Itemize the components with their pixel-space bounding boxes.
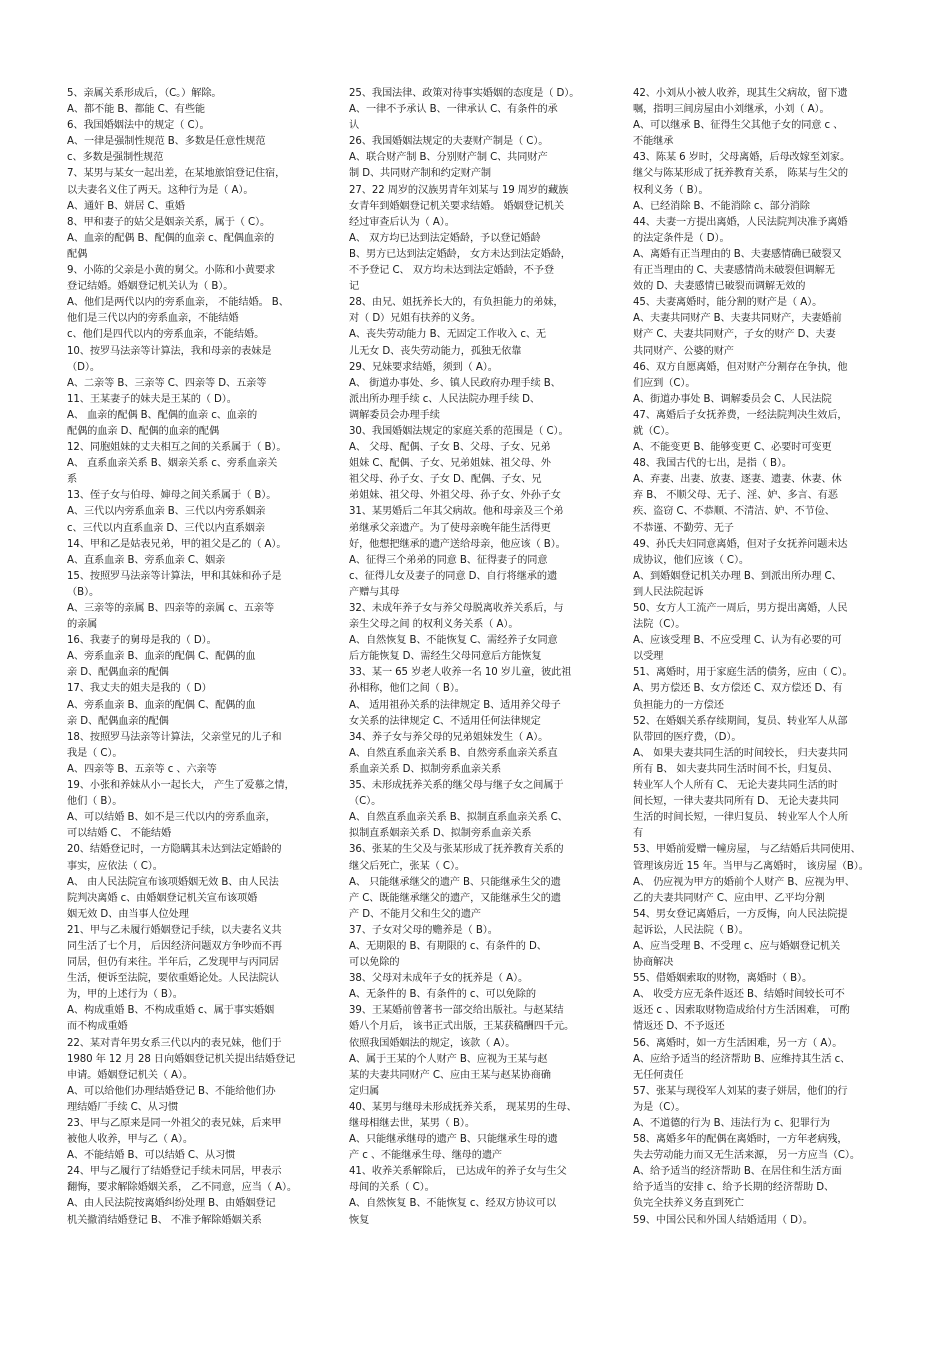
text-line: 55、借婚姻索取的财物，离婚时（ B）。 (633, 973, 813, 985)
text-line: 依照我国婚姻法的规定，该款（ A）。 (349, 1037, 516, 1049)
text-line: 所有 B、 如夫妻共同生活时间不长，归复员、 (633, 763, 838, 775)
text-line: A、由人民法院按离婚纠纷处理 B、由婚姻登记 (67, 1198, 276, 1210)
text-line: 嘱，指明三间房屋由小刘继承，小刘（ A）。 (633, 104, 830, 116)
text-line: 45、夫妻离婚时，能分割的财产是（ A）。 (633, 297, 823, 309)
text-line: 53、甲婚前爱赠一幢房屋， 与乙结婚后共同使用、 (633, 844, 861, 856)
text-line: 的亲属 (67, 619, 98, 631)
text-line: 继父与陈某形成了抚养教育关系， 陈某与生父的 (633, 168, 848, 180)
text-line: 28、由兄、姐抚养长大的，有负担能力的弟妹， (349, 297, 564, 309)
text-line: 37、子女对父母的赡养是（ B）。 (349, 924, 498, 936)
text-line: 制 D、共同财产制和约定财产制 (349, 168, 492, 180)
text-line: 13、侄子女与伯母、婶母之间关系属于（ B）。 (67, 490, 277, 502)
text-line: 认 (349, 120, 360, 132)
text-line: A、通奸 B、姘居 C、重婚 (67, 200, 185, 212)
text-line: 35、未形成抚养关系的继父母与继子女之间属于 (349, 780, 564, 792)
text-line: 14、甲和乙是姑表兄弟，甲的祖父是乙的（ A）。 (67, 538, 287, 550)
text-line: （D）。 (67, 361, 100, 373)
text-line: 42、小刘从小被人收养，现其生父病故，留下遗 (633, 88, 848, 99)
text-line: 27、22 周岁的汉族男青年刘某与 19 周岁的藏族 (349, 184, 569, 196)
text-line: A、属于王某的个人财产 B、应视为王某与赵 (349, 1053, 548, 1065)
text-line: 好，他想把继承的遗产送给母亲，他应该（ B）。 (349, 538, 566, 550)
text-line: 18、按照罗马法亲等计算法，父亲堂兄的儿子和 (67, 731, 282, 743)
text-line: 亲 D、配偶血亲的配偶 (67, 715, 169, 727)
text-line: A、给予适当的经济帮助 B、在居住和生活方面 (633, 1166, 842, 1178)
text-line: 不恭谨、不勤劳、无子 (633, 522, 734, 534)
text-line: 理结婚厂手续 C、从习惯 (67, 1101, 179, 1113)
text-line: 可以免除的 (349, 957, 400, 969)
text-line: 38、父母对未成年子女的抚养是（ A）。 (349, 973, 529, 985)
text-line: A、自然直系血亲关系 B、自然旁系血亲关系直 (349, 747, 558, 759)
text-line: A、夫妻共同财产 B、夫妻共同财产，夫妻婚前 (633, 313, 842, 325)
text-line: 17、我丈夫的姐夫是我的（ D） (67, 683, 212, 695)
text-line: 对（ D）兄姐有扶养的义务。 (349, 313, 481, 325)
text-line: 成协议，他们应该（ C）。 (633, 554, 750, 566)
text-line: c、三代以内直系血亲 D、三代以内直系姻亲 (67, 522, 265, 534)
text-line: 间长短，一律夫妻共同所有 D、 无论夫妻共同 (633, 796, 839, 808)
text-line: 6、我国婚姻法中的规定（ C）。 (67, 120, 210, 132)
text-line: 弃 B、 不顺父母、无子、淫、妒、多言、有恶 (633, 490, 838, 502)
text-line: 51、离婚时，用于家庭生活的债务，应由（ C）。 (633, 667, 853, 679)
text-line: 不能继承 (633, 136, 674, 148)
text-line: 返还 c 、因索取财物造成给付方生活困难， 可酌 (633, 1005, 850, 1017)
text-line: 32、未成年养子女与养父母脱离收养关系后，与 (349, 603, 564, 614)
text-line: 起诉讼，人民法院（ B）。 (633, 924, 749, 936)
text-line: 47、离婚后子女抚养费，一经法院判决生效后， (633, 409, 848, 421)
text-line: 40、某男与继母未形成抚养关系， 现某男的生母、 (349, 1101, 577, 1113)
text-line: A、 适用祖孙关系的法律规定 B、适用养父母子 (349, 699, 561, 711)
text-line: 1980 年 12 月 28 日向婚姻登记机关提出结婚登记 (67, 1053, 296, 1065)
text-line: 乙的夫妻共同财产 C、应由甲、乙平均分割 (633, 892, 825, 904)
text-line: A、 由人民法院宣布该项婚姻无效 B、由人民法 (67, 876, 279, 888)
text-line: 46、双方自愿离婚，但对财产分割存在争执，他 (633, 361, 848, 373)
text-line: 负完全扶养义务直到死亡 (633, 1198, 744, 1210)
text-line: A、 仍应视为甲方的婚前个人财产 B、应视为甲、 (633, 876, 855, 888)
text-line: 记 (349, 281, 360, 293)
text-line: 翻悔，要求解除婚姻关系， 乙不同意，应当（ A）。 (67, 1182, 297, 1194)
text-line: 母间的关系（ C）。 (349, 1182, 435, 1194)
text-line: A、直系血亲 B、旁系血亲 C、姻亲 (67, 554, 226, 566)
text-line: 的法定条件是（ D）。 (633, 232, 730, 244)
text-line: 54、男女登记离婚后，一方反悔，向人民法院提 (633, 908, 848, 920)
text-line: A、只能继承继母的遗产 B、只能继承生母的遗 (349, 1134, 558, 1146)
text-line: 21、甲与乙未履行婚姻登记手续，以夫妻名义共 (67, 924, 282, 936)
text-line: 他们（ B）。 (67, 796, 123, 808)
text-line: 以夫妻名义住了两天。这种行为是（ A）。 (67, 184, 254, 196)
text-line: A、构成重婚 B、不构成重婚 c、属于事实婚姻 (67, 1005, 275, 1017)
text-line: A、 只能继承继父的遗产 B、只能继承生父的遗 (349, 876, 561, 888)
text-line: 恢复 (349, 1214, 370, 1226)
text-line: 36、张某的生父及与张某形成了抚养教育关系的 (349, 844, 564, 856)
text-line: 57、张某与现役军人刘某的妻子姘居，他们的行 (633, 1085, 848, 1097)
text-line: 管理该房近 15 年。当甲与乙离婚时， 该房屋（B）。 (633, 860, 869, 872)
text-line: A、应该受理 B、不应受理 C、认为有必要的可 (633, 635, 842, 647)
text-line: 法院（C）。 (633, 619, 686, 631)
text-line: 43、陈某 6 岁时，父母离婚，后母改嫁至刘家。 (633, 152, 851, 164)
text-line: A、不能结婚 B、可以结婚 C、从习惯 (67, 1150, 236, 1162)
text-line: 系 (67, 474, 78, 486)
text-line: 30、我国婚姻法规定的家庭关系的范围是（ C）。 (349, 425, 569, 437)
text-line: A、 收受方应无条件返还 B、结婚时间较长可不 (633, 989, 845, 1001)
text-line: 产 C、既能继承继父的遗产，又能继承生父的遗 (349, 892, 561, 904)
text-line: 可以结婚 C、 不能结婚 (67, 828, 172, 840)
text-line: 56、离婚时，如一方生活困难，另一方（ A）。 (633, 1037, 843, 1049)
text-line: A、二亲等 B、三亲等 C、四亲等 D、五亲等 (67, 377, 267, 389)
text-line: 为是（C）。 (633, 1101, 686, 1113)
text-line: 19、小张和养妹从小一起长大， 产生了爱慕之情， (67, 780, 295, 792)
text-line: 而不构成重婚 (67, 1021, 128, 1033)
text-line: A、三亲等的亲属 B、四亲等的亲属 c、五亲等 (67, 603, 275, 614)
text-line: 50、女方人工流产一周后，男方提出离婚，人民 (633, 603, 848, 614)
text-line: 22、某对青年男女系三代以内的表兄妹，他们于 (67, 1037, 282, 1049)
text-line: 24、甲与乙履行了结婚登记手续未同居，甲表示 (67, 1166, 282, 1178)
text-line: A、无期限的 B、有期限的 c、有条件的 D、 (349, 940, 547, 952)
text-line: A、旁系血亲 B、血亲的配偶 C、配偶的血 (67, 699, 256, 711)
text-line: A、自然恢复 B、不能恢复 C、需经养子女同意 (349, 635, 558, 647)
text-line: 为，甲的上述行为（ B）。 (67, 989, 183, 1001)
text-line: 16、我妻子的舅母是我的（ D）。 (67, 635, 217, 647)
text-line: 无任何责任 (633, 1069, 684, 1081)
text-line: 34、养子女与养父母的兄弟姐妹发生（ A）。 (349, 731, 549, 743)
text-column-left (67, 86, 333, 1229)
text-line: c、他们是四代以内的旁系血亲，不能结婚。 (67, 329, 265, 341)
text-line: A、街道办事处 B、调解委员会 C、人民法院 (633, 393, 832, 405)
text-line: 亲 D、配偶血亲的配偶 (67, 667, 169, 679)
text-line: 44、夫妻一方提出离婚，人民法院判决准予离婚 (633, 216, 848, 228)
text-line: 情返还 D、不予返还 (633, 1021, 725, 1033)
text-line: c、征得儿女及妻子的同意 D、自行将继承的遗 (349, 570, 558, 582)
text-line: 疾、盗窃 C、不恭顺、不清洁、妒、不节俭、 (633, 506, 835, 518)
text-line: 孙相称，他们之间（ B）。 (349, 683, 465, 695)
text-line: 协商解决 (633, 957, 674, 969)
text-line: 共同财产、公婆的财产 (633, 345, 734, 357)
text-line: A、一律不予承认 B、一律承认 C、有条件的承 (349, 104, 558, 116)
text-line: A、应给予适当的经济帮助 B、应维持其生活 c、 (633, 1053, 851, 1065)
text-line: 11、王某妻子的妹夫是王某的（ D）。 (67, 393, 237, 405)
text-line: 弟姐妹、祖父母、外祖父母、孙子女、外孙子女 (349, 490, 561, 502)
text-line: 33、某一 65 岁老人收养一名 10 岁儿童，彼此祖 (349, 667, 572, 679)
text-line: 继母相继去世，某男（ B）。 (349, 1118, 475, 1129)
text-line: 59、中国公民和外国人结婚适用（ D）。 (633, 1214, 813, 1226)
text-line: 效的 D、夫妻感情已破裂而调解无效的 (633, 281, 806, 293)
text-line: 52、在婚姻关系存续期间，复员、转业军人从部 (633, 715, 848, 727)
text-line: A、四亲等 B、五亲等 c 、六亲等 (67, 763, 217, 775)
text-line: 后方能恢复 D、需经生父母同意后方能恢复 (349, 651, 542, 663)
text-line: 财产 C、夫妻共同财产，子女的财产 D、夫妻 (633, 329, 836, 341)
text-line: A、自然直系血亲关系 B、拟制直系血亲关系 C、 (349, 812, 568, 824)
text-line: 姻无效 D、由当事人位处理 (67, 908, 189, 920)
text-line: 申请。婚姻登记机关（ A）。 (67, 1069, 193, 1081)
text-line: A、自然恢复 B、不能恢复 c、经双方协议可以 (349, 1198, 557, 1210)
text-line: 31、某男婚后二年其父病故。他和母亲及三个弟 (349, 506, 564, 518)
text-line: 婚八个月后， 该书正式出版，王某获稿酬四千元。 (349, 1021, 575, 1033)
text-column-right (633, 86, 899, 1229)
text-line: 派出所办理手续 c、人民法院办理手续 D、 (349, 393, 541, 405)
text-line: 以受理 (633, 651, 664, 663)
text-line: 权利义务（ B）。 (633, 184, 709, 196)
text-line: A、 血亲的配偶 B、配偶的血亲 c、血亲的 (67, 409, 258, 421)
text-line: 负担能力的一方偿还 (633, 699, 724, 711)
text-line: A、 父母、配偶、子女 B、父母、子女、兄弟 (349, 442, 551, 454)
text-line: 儿无女 D、丧失劳动能力，孤独无依靠 (349, 345, 522, 357)
text-line: 生活的时间长短，一律归复员、 转业军人个人所 (633, 812, 848, 824)
text-line: A、 直系血亲关系 B、姻亲关系 c、旁系血亲关 (67, 458, 278, 470)
text-line: 同居，但仍有来往。半年后，乙发现甲与丙同居 (67, 957, 279, 969)
text-line: A、离婚有正当理由的 B、夫妻感情确已破裂又 (633, 248, 842, 260)
text-line: 8、甲和妻子的姑父是姻亲关系，属于（ C）。 (67, 216, 271, 228)
text-line: A、旁系血亲 B、血亲的配偶 C、配偶的血 (67, 651, 256, 663)
text-line: 拟制直系姻亲关系 D、拟制旁系血亲关系 (349, 828, 532, 840)
text-line: 转业军人个人所有 C、 无论夫妻共同生活的时 (633, 780, 838, 792)
text-line: 48、我国古代的七出，是指（ B）。 (633, 458, 792, 470)
text-line: A、 双方均已达到法定婚龄，予以登记婚龄 (349, 232, 541, 244)
text-line: 产 c 、不能继承生母、继母的遗产 (349, 1150, 503, 1162)
text-line: 26、我国婚姻法规定的夫妻财产制是（ C）。 (349, 136, 549, 148)
text-line: 有 (633, 828, 644, 840)
text-line: A、三代以内旁系血亲 B、三代以内旁系姻亲 (67, 506, 266, 518)
text-line: 院判决离婚 c、由婚姻登记机关宣布该项婚 (67, 892, 258, 904)
text-line: 我是（ C）。 (67, 747, 123, 759)
text-line: A、可以继承 B、征得生父其他子女的同意 c 、 (633, 120, 844, 132)
text-line: A、可以结婚 B、如不是三代以内的旁系血亲， (67, 812, 276, 824)
text-line: B、男方已达到法定婚龄， 女方未达到法定婚龄， (349, 248, 571, 260)
text-line: 12、同胞姐妹的丈夫相互之间的关系属于（ B）。 (67, 442, 287, 454)
text-line: A、可以给他们办理结婚登记 B、不能给他们办 (67, 1085, 276, 1097)
text-line: A、无条件的 B、有条件的 c、可以免除的 (349, 989, 536, 1001)
text-line: 配偶 (67, 248, 88, 260)
text-line: A、弃妻、出妻、放妻、逐妻、遗妻、休妻、休 (633, 474, 842, 486)
text-line: 们应到（C）。 (633, 377, 696, 389)
text-line: A、联合财产制 B、分别财产制 C、共同财产 (349, 152, 548, 164)
text-line: 调解委员会办理手续 (349, 409, 440, 421)
text-line: 5、亲属关系形成后，（C。）解除。 (67, 88, 222, 99)
text-line: A、不能变更 B、能够变更 C、必要时可变更 (633, 442, 832, 454)
text-line: A、 街道办事处、乡、镇人民政府办理手续 B、 (349, 377, 561, 389)
text-line: 给予适当的安排 c、给予长期的经济帮助 D、 (633, 1182, 835, 1194)
text-line: 登记结婚。婚姻登记机关认为（ B）。 (67, 281, 234, 293)
text-line: 姐妹 C、配偶、子女、兄弟姐妹、祖父母、外 (349, 458, 551, 470)
text-line: 生活，便诉至法院，要依重婚论处。人民法院认 (67, 973, 279, 985)
text-line: 29、兄妹要求结婚，须到（ A）。 (349, 361, 498, 373)
text-line: 23、甲与乙原来是同一外祖父的表兄妹，后来甲 (67, 1118, 282, 1129)
text-line: A、应当受理 B、不受理 c、应与婚姻登记机关 (633, 940, 841, 952)
text-line: 祖父母、孙子女、子女 D、配偶、子女、兄 (349, 474, 542, 486)
text-line: 39、王某婚前曾著书一部交给出版社。与赵某结 (349, 1005, 564, 1017)
text-line: 某的夫妻共同财产 C、应由王某与赵某协商确 (349, 1069, 551, 1081)
text-line: 失去劳动能力而又无生活来源， 另一方应当（C）。 (633, 1150, 860, 1162)
text-line: A、一律是强制性规范 B、多数是任意性规范 (67, 136, 266, 148)
text-line: 他们是三代以内的旁系血亲，不能结婚 (67, 313, 239, 325)
text-line: 到人民法院起诉 (633, 586, 704, 598)
text-line: A、不道德的行为 B、违法行为 c、犯罪行为 (633, 1118, 831, 1129)
text-line: 25、我国法律、政策对待事实婚姻的态度是（ D）。 (349, 88, 580, 99)
text-line: （C）。 (349, 796, 382, 808)
text-line: 10、按罗马法亲等计算法，我和母亲的表妹是 (67, 345, 272, 357)
text-line: 不予登记 C、 双方均未达到法定婚龄，不予登 (349, 265, 554, 277)
text-line: A、已经消除 B、不能消除 c、部分消除 (633, 200, 810, 212)
text-line: （B）。 (67, 586, 100, 598)
text-line: 41、收养关系解除后， 已达成年的养子女与生父 (349, 1166, 567, 1178)
text-line: 经过审查后认为（ A）。 (349, 216, 455, 228)
text-line: 20、结婚登记时，一方隐瞒其未达到法定婚龄的 (67, 844, 282, 856)
text-line: 弟继承父亲遗产。为了使母亲晚年能生活得更 (349, 522, 551, 534)
text-line: A、到婚姻登记机关办理 B、到派出所办理 C、 (633, 570, 842, 582)
text-line: A、他们是两代以内的旁系血亲， 不能结婚。 B、 (67, 297, 289, 309)
text-line: 系血亲关系 D、拟制旁系血亲关系 (349, 763, 502, 775)
text-line: 49、孙氏夫妇同意离婚，但对子女抚养问题未达 (633, 538, 848, 550)
text-line: 有正当理由的 C、夫妻感情尚未破裂但调解无 (633, 265, 835, 277)
text-line: A、征得三个弟弟的同意 B、征得妻子的同意 (349, 554, 548, 566)
text-line: 被他人收养，甲与乙（ A）。 (67, 1134, 193, 1146)
text-line: 女青年到婚姻登记机关要求结婚。 婚姻登记机关 (349, 200, 564, 212)
text-line: 同生活了七个月， 后因经济问题双方争吵而不再 (67, 940, 282, 952)
text-line: 产 D、不能月父和生父的遗产 (349, 908, 481, 920)
text-line: c、多数是强制性规范 (67, 152, 164, 164)
text-line: 亲生父母之间 的权利义务关系（ A）。 (349, 619, 519, 631)
text-line: 事实，应依法（ C）。 (67, 860, 163, 872)
text-line: 9、小陈的父亲是小黄的舅父。小陈和小黄要求 (67, 265, 276, 277)
text-line: A、 如果夫妻共同生活的时间较长， 归夫妻共同 (633, 747, 848, 759)
text-line: 58、离婚多年的配偶在离婚时，一方年老病残， (633, 1134, 848, 1146)
text-line: 7、某男与某女一起出差，在某地旅馆登记住宿， (67, 168, 286, 180)
text-line: 配偶的血亲 D、配偶的血亲的配偶 (67, 425, 220, 437)
text-line: 就（C）。 (633, 425, 676, 437)
text-line: A、都不能 B、都能 C、有些能 (67, 104, 206, 116)
text-line: 15、按照罗马法亲等计算法，甲和其妹和孙子是 (67, 570, 282, 582)
text-line: 队带回的医疗费，（D）。 (633, 731, 742, 743)
text-line: 继父后死亡，张某（ C）。 (349, 860, 466, 872)
text-line: 机关撤消结婚登记 B、 不准予解除婚姻关系 (67, 1214, 262, 1226)
text-line: A、男方偿还 B、女方偿还 C、双方偿还 D、有 (633, 683, 843, 695)
text-line: 产赠与其母 (349, 586, 400, 598)
text-line: 定归属 (349, 1085, 380, 1097)
text-column-middle (349, 86, 615, 1229)
text-line: A、丧失劳动能力 B、无固定工作收入 c、无 (349, 329, 547, 341)
text-line: A、血亲的配偶 B、配偶的血亲 c、配偶血亲的 (67, 232, 275, 244)
text-line: 女关系的法律规定 C、不适用任何法律规定 (349, 715, 541, 727)
